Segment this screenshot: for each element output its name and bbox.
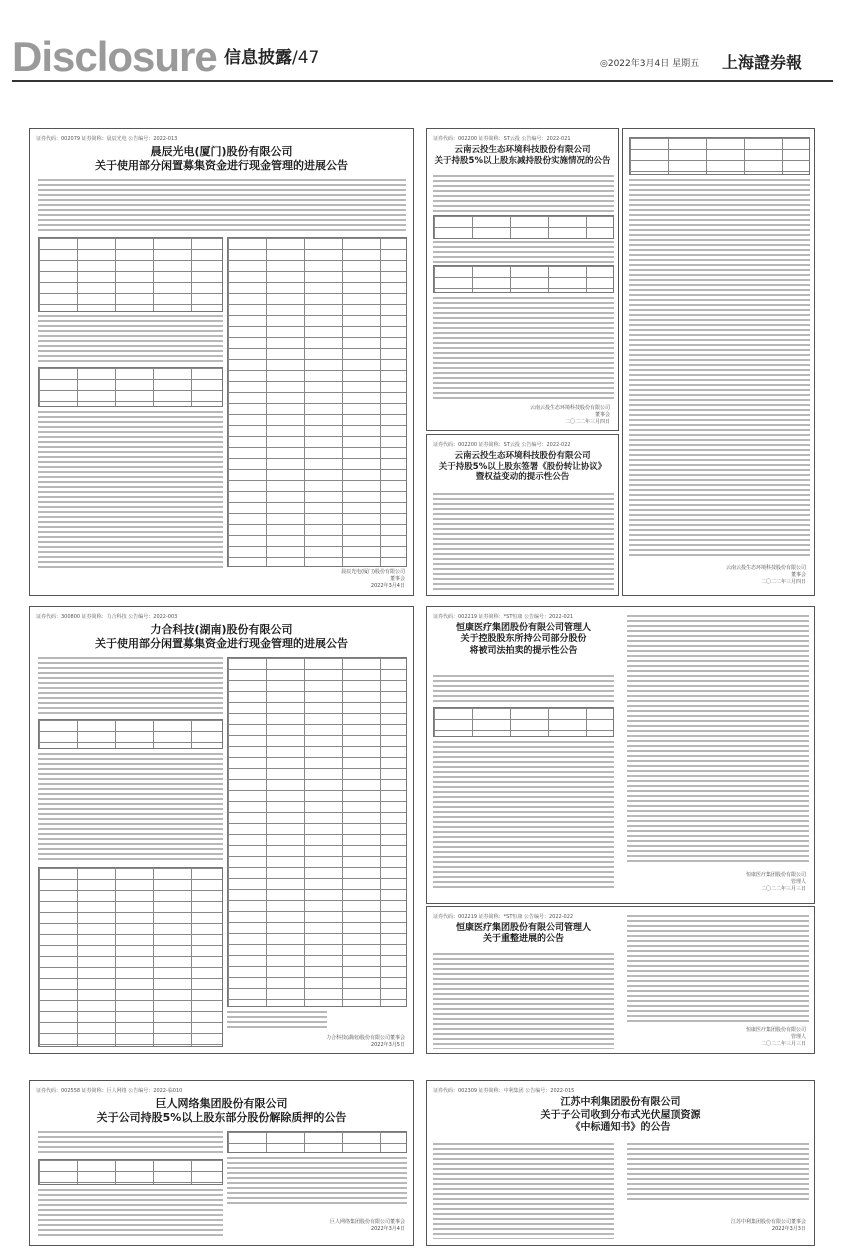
article-signature: 江苏中利集团股份有限公司董事会 2022年3月3日 xyxy=(730,1219,806,1232)
data-table xyxy=(227,1131,407,1153)
section-name: 信息披露 xyxy=(224,48,292,68)
article-body-text xyxy=(38,179,406,234)
article-body-text xyxy=(38,657,223,717)
article-juren xyxy=(29,1080,414,1246)
issue-date: ◎2022年3月4日 星期五 xyxy=(600,59,700,69)
article-yunnan-equity-change xyxy=(426,434,619,596)
article-zhongli xyxy=(426,1080,815,1246)
page-number: /47 xyxy=(292,48,320,68)
data-table xyxy=(38,719,223,749)
data-table xyxy=(433,265,614,293)
article-meta: 证券代码：002200 证券简称：ST云投 公告编号：2022-021 xyxy=(433,136,571,142)
article-meta: 证券代码：300800 证券简称：力合科技 公告编号：2022-003 xyxy=(36,614,178,620)
article-signature: 云南云投生态环境科技股份有限公司 董事会 二〇二二年三月四日 xyxy=(725,565,806,585)
data-table xyxy=(433,707,614,737)
article-signature: 云南云投生态环境科技股份有限公司 董事会 二〇二二年三月四日 xyxy=(529,405,610,425)
article-body-text xyxy=(433,741,614,891)
article-body-text xyxy=(38,1131,223,1156)
data-table xyxy=(433,215,614,239)
article-body-text xyxy=(227,1011,327,1031)
article-signature: 晨辰光电(厦门)股份有限公司 董事会 2022年3月4日 xyxy=(341,569,405,589)
article-body-text xyxy=(38,411,223,571)
article-body-text xyxy=(433,493,614,591)
article-meta: 证券代码：002309 证券简称：中利集团 公告编号：2022-015 xyxy=(433,1088,575,1094)
article-body-text xyxy=(629,179,810,559)
article-title: 巨人网络集团股份有限公司 关于公司持股5%以上股东部分股份解除质押的公告 xyxy=(96,1097,347,1124)
article-lihe xyxy=(29,606,414,1054)
article-body-text xyxy=(433,297,614,402)
article-meta: 证券代码：002558 证券简称：巨人网络 公告编号：2022-临010 xyxy=(36,1088,183,1094)
article-body-text xyxy=(433,1143,614,1239)
section-logo: Disclosure xyxy=(12,33,217,80)
masthead xyxy=(0,0,843,108)
article-meta: 证券代码：002079 证券简称：晨辰光电 公告编号：2022-013 xyxy=(36,136,178,142)
article-title: 恒康医疗集团股份有限公司管理人 关于控股股东所持公司部分股份 将被司法拍卖的提示性公告 xyxy=(455,623,591,656)
article-title: 江苏中利集团股份有限公司 关于子公司收到分布式光伏屋顶资源 《中标通知书》的公告 xyxy=(540,1097,701,1133)
article-body-text xyxy=(433,175,614,213)
article-body-text xyxy=(433,675,614,705)
article-signature: 恒康医疗集团股份有限公司 管理人 二〇二二年三月三日 xyxy=(745,872,806,892)
article-meta: 证券代码：002219 证券简称：*ST恒康 公告编号：2022-022 xyxy=(433,914,574,920)
article-title: 云南云投生态环境科技股份有限公司 关于持股5%以上股东减持股份实施情况的公告 xyxy=(434,145,611,166)
article-meta: 证券代码：002219 证券简称：*ST恒康 公告编号：2022-021 xyxy=(433,614,574,620)
article-body-text xyxy=(433,241,614,263)
article-body-text xyxy=(627,615,809,865)
article-signature: 恒康医疗集团股份有限公司 管理人 二〇二二年三月三日 xyxy=(745,1027,806,1047)
article-hengkang-restructuring xyxy=(426,906,815,1054)
data-table xyxy=(227,237,407,567)
section-title xyxy=(224,50,319,67)
article-body-text xyxy=(227,1157,407,1207)
article-title: 力合科技(湖南)股份有限公司 关于使用部分闲置募集资金进行现金管理的进展公告 xyxy=(95,623,348,650)
article-body-text xyxy=(627,915,809,1023)
article-body-text xyxy=(38,753,223,863)
article-signature: 巨人网络集团股份有限公司董事会 2022年3月4日 xyxy=(329,1219,405,1232)
article-yunnan-continued xyxy=(622,128,815,596)
article-hengkang-auction xyxy=(426,606,815,904)
data-table xyxy=(38,867,223,1047)
data-table xyxy=(38,237,223,312)
article-body-text xyxy=(38,1189,223,1239)
article-chenzhen xyxy=(29,128,414,596)
article-yunnan-reduction xyxy=(426,128,619,431)
article-body-text xyxy=(627,1143,809,1203)
data-table xyxy=(38,367,223,407)
article-title: 恒康医疗集团股份有限公司管理人 关于重整进展的公告 xyxy=(455,923,591,945)
article-title: 晨辰光电(厦门)股份有限公司 关于使用部分闲置募集资金进行现金管理的进展公告 xyxy=(95,145,348,172)
article-meta: 证券代码：002200 证券简称：ST云投 公告编号：2022-022 xyxy=(433,442,571,448)
data-table xyxy=(38,1159,223,1185)
article-body-text xyxy=(38,315,223,365)
article-body-text xyxy=(433,953,614,1049)
data-table xyxy=(227,657,407,1007)
article-signature: 力合科技(湖南)股份有限公司董事会 2022年3月5日 xyxy=(326,1035,405,1048)
data-table xyxy=(629,137,810,175)
newspaper-brand: 上海證券報 xyxy=(722,53,803,72)
article-title: 云南云投生态环境科技股份有限公司 关于持股5%以上股东签署《股份转让协议》 暨权益变动的提示性公告 xyxy=(438,451,607,483)
masthead-rule xyxy=(12,80,833,82)
